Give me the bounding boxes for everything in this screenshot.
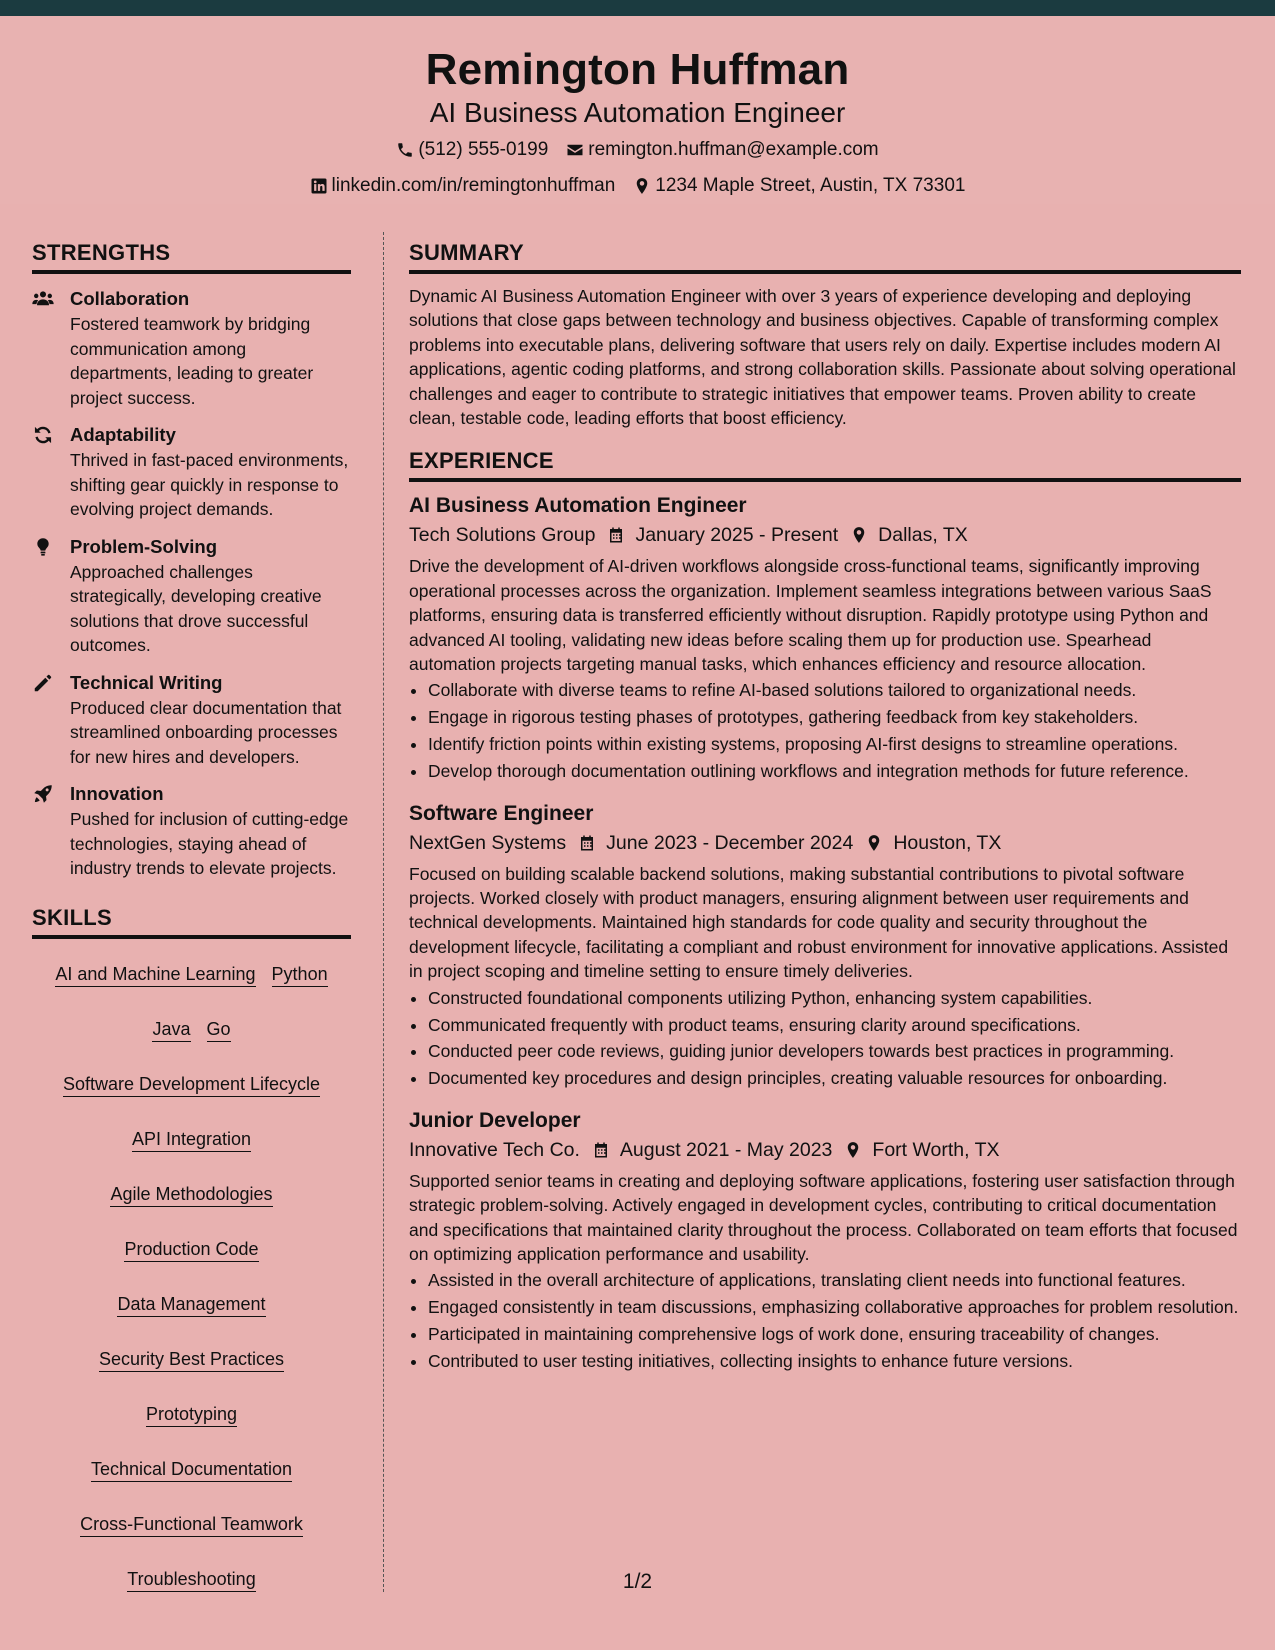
candidate-name: Remington Huffman (425, 45, 850, 94)
linkedin-icon (310, 177, 328, 195)
skill-tag: AI and Machine Learning (55, 962, 255, 987)
map-marker-icon (844, 1140, 862, 1160)
list-item: • Contributed to user testing initiatives, collecting insights to enhance future versions. (428, 1349, 1241, 1373)
contact-row-2 (0, 170, 1275, 202)
job-title: Junior Developer (409, 1108, 581, 1132)
summary-text: Dynamic AI Business Automation Engineer with over 3 years of experience developing and deploying solutions that close gaps between technology and business objectives. Capable of transforming complex problems into executable plans, delivering software that users rely on daily. Expertise includes modern AI applications, agentic coding platforms, and strong collaboration skills. Passionate about solving operational challenges and eager to contribute to strategic initiatives that empower teams. Proven ability to create clean, testable code, leading efforts that boost efficiency. (409, 286, 1236, 429)
strength-item (32, 534, 351, 658)
list-item: • Collaborate with diverse teams to refine AI-based solutions tailored to organizational needs. (428, 678, 1241, 702)
email-contact (566, 134, 878, 166)
skill-tag: API Integration (132, 1127, 251, 1152)
map-marker-icon (850, 525, 868, 545)
job-company: NextGen Systems (409, 831, 567, 854)
list-item: • Assisted in the overall architecture of applications, translating client needs into functional features. (428, 1268, 1241, 1292)
strength-desc: Fostered teamwork by bridging communication among departments, leading to greater project success. (70, 314, 314, 408)
page-number: 1/2 (622, 1570, 653, 1593)
linkedin-contact (310, 170, 616, 202)
job-description: Focused on building scalable backend solutions, making substantial contributions to pivotal software projects. Worked closely with product managers, ensuring alignment between user requirements and technical developments. Maintained high standards for code quality and security throughout the development lifecycle, facilitating a compliant and robust environment for innovative applications. Assisted in project scoping and timeline setting to ensure timely deliveries. (409, 863, 1229, 982)
calendar-icon (607, 525, 625, 545)
skill-tag: Cross-Functional Teamwork (80, 1512, 303, 1537)
summary-heading: SUMMARY (409, 240, 1241, 274)
column-divider (383, 232, 384, 1592)
job-description: Supported senior teams in creating and deploying software applications, fostering user satisfaction through strategic problem-solving. Actively engaged in development cycles, contributing to critical documentation and specifications that maintained clarity throughout the process. Collaborated on team efforts that focused on optimizing application performance and usability. (409, 1170, 1238, 1264)
strength-title: Technical Writing (70, 671, 223, 693)
strengths-heading: STRENGTHS (32, 240, 351, 274)
job-meta (409, 828, 1241, 858)
list-item: • Communicated frequently with product teams, ensuring clarity around specifications. (428, 1013, 1241, 1037)
job-dates: August 2021 - May 2023 (619, 1138, 833, 1161)
strength-desc: Thrived in fast-paced environments, shifting gear quickly in response to evolving project demands. (70, 450, 349, 519)
left-column (32, 240, 351, 1613)
linkedin-url[interactable]: linkedin.com/in/remingtonhuffman (331, 174, 616, 196)
job-company: Tech Solutions Group (409, 524, 596, 547)
job-bullets (409, 986, 1241, 1091)
calendar-icon (578, 833, 596, 853)
job-location: Dallas, TX (878, 524, 968, 547)
strength-title: Problem-Solving (70, 535, 217, 557)
job-bullets (409, 1268, 1241, 1373)
skill-tag: Prototyping (146, 1402, 237, 1427)
users-icon (32, 288, 54, 310)
job-location: Houston, TX (893, 831, 1002, 854)
skill-tag: Java (152, 1017, 190, 1042)
strength-title: Adaptability (70, 424, 176, 445)
strength-desc: Pushed for inclusion of cutting-edge technologies, staying ahead of industry trends to elevate projects. (70, 809, 349, 878)
top-accent-bar (0, 0, 1275, 16)
skill-tag: Troubleshooting (127, 1567, 255, 1592)
job-entry (409, 1107, 1241, 1374)
job-meta (409, 520, 1241, 550)
job-dates: June 2023 - December 2024 (606, 831, 854, 854)
email-address[interactable]: remington.huffman@example.com (588, 138, 879, 160)
pencil-icon (32, 672, 54, 694)
map-marker-icon (865, 833, 883, 853)
phone-icon (396, 141, 414, 159)
job-entry (409, 800, 1241, 1091)
skills-list (32, 953, 351, 1613)
list-item: • Participated in maintaining comprehensive logs of work done, ensuring traceability of changes. (428, 1322, 1241, 1346)
skill-tag: Technical Documentation (91, 1457, 292, 1482)
skill-tag: Data Management (117, 1292, 265, 1317)
list-item: • Engage in rigorous testing phases of prototypes, gathering feedback from key stakeholders. (428, 705, 1241, 729)
strength-item (32, 422, 351, 522)
skills-heading: SKILLS (32, 905, 351, 939)
strength-item (32, 286, 351, 410)
skill-tag: Security Best Practices (99, 1347, 284, 1372)
calendar-icon (592, 1140, 610, 1160)
skill-tag: Agile Methodologies (110, 1182, 272, 1207)
job-meta (409, 1135, 1241, 1165)
job-title: AI Business Automation Engineer (409, 494, 747, 518)
strength-title: Collaboration (70, 288, 190, 309)
candidate-title: AI Business Automation Engineer (429, 97, 846, 129)
skill-tag: Software Development Lifecycle (63, 1072, 320, 1097)
address-contact (633, 170, 965, 202)
strength-item (32, 781, 351, 881)
job-dates: January 2025 - Present (635, 524, 839, 547)
job-title: Software Engineer (409, 801, 594, 825)
strength-title: Innovation (70, 783, 164, 804)
strength-desc: Approached challenges strategically, developing creative solutions that drove successful outcomes. (70, 561, 322, 655)
phone-number[interactable]: (512) 555-0199 (418, 138, 549, 160)
list-item: • Documented key procedures and design principles, creating valuable resources for onboarding. (428, 1066, 1241, 1090)
list-item: • Develop thorough documentation outlining workflows and integration methods for future reference. (428, 759, 1241, 783)
strength-item (32, 670, 351, 770)
map-marker-icon (633, 177, 651, 195)
job-company: Innovative Tech Co. (409, 1138, 580, 1161)
skill-tag: Python (272, 962, 328, 987)
skill-tag: Go (207, 1017, 231, 1042)
skill-tag: Production Code (124, 1237, 258, 1262)
job-location: Fort Worth, TX (872, 1138, 1000, 1161)
job-bullets (409, 678, 1241, 783)
sync-icon (32, 424, 54, 446)
job-description: Drive the development of AI-driven workflows alongside cross-functional teams, significantly improving operational processes across the organization. Implement seamless integrations between various SaaS platforms, ensuring data is transferred efficiently without disruption. Rapidly prototype using Python and advanced AI tooling, validating new ideas before scaling them up for production use. Spearhead automation projects targeting manual tasks, which enhances efficiency and resource allocation. (409, 556, 1212, 675)
resume-header (0, 16, 1275, 204)
job-entry (409, 492, 1241, 783)
list-item: • Identify friction points within existing systems, proposing AI-first designs to streamline operations. (428, 732, 1241, 756)
contact-row-1 (0, 134, 1275, 166)
experience-heading: EXPERIENCE (409, 448, 1241, 482)
list-item: • Constructed foundational components utilizing Python, enhancing system capabilities. (428, 986, 1241, 1010)
phone-contact (396, 134, 548, 166)
envelope-icon (566, 141, 584, 159)
right-column (409, 240, 1241, 1376)
strength-desc: Produced clear documentation that streamlined onboarding processes for new hires and developers. (70, 697, 342, 767)
list-item: • Engaged consistently in team discussions, emphasizing collaborative approaches for problem resolution. (428, 1295, 1241, 1319)
list-item: • Conducted peer code reviews, guiding junior developers towards best practices in programming. (428, 1039, 1241, 1063)
lightbulb-icon (32, 536, 54, 558)
rocket-icon (32, 783, 54, 805)
street-address: 1234 Maple Street, Austin, TX 73301 (655, 174, 966, 196)
